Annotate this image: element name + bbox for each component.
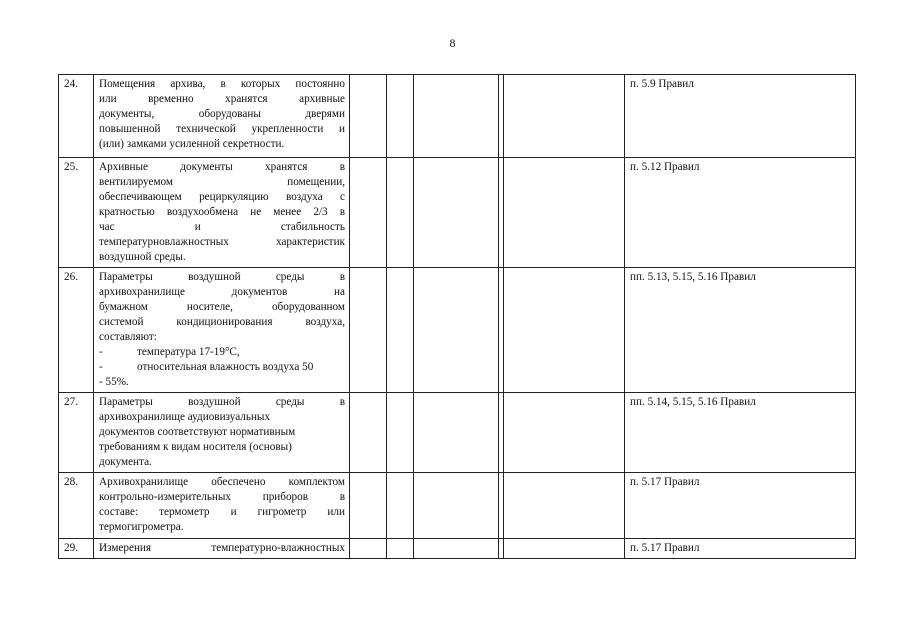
rule-reference: п. 5.17 Правил bbox=[625, 473, 856, 539]
requirement-text: Помещения архива, в которых постоянно или временно хранятся архивные документы, оборудованы дверями повышенной технической укрепленности и (или) замками усиленной секретности. bbox=[94, 75, 350, 158]
rule-reference: пп. 5.13, 5.15, 5.16 Правил bbox=[625, 268, 856, 393]
answer-cell[interactable] bbox=[504, 268, 625, 393]
answer-cell[interactable] bbox=[414, 539, 499, 559]
answer-cell[interactable] bbox=[387, 75, 414, 158]
list-dash: - bbox=[99, 361, 103, 373]
checklist-table bbox=[58, 74, 856, 559]
answer-cell[interactable] bbox=[350, 473, 387, 539]
answer-cell[interactable] bbox=[414, 393, 499, 473]
rule-reference: пп. 5.14, 5.15, 5.16 Правил bbox=[625, 393, 856, 473]
row-number: 28. bbox=[59, 473, 94, 539]
table-row bbox=[59, 539, 856, 559]
row-number: 27. bbox=[59, 393, 94, 473]
answer-cell[interactable] bbox=[350, 393, 387, 473]
row-number: 25. bbox=[59, 158, 94, 268]
answer-cell[interactable] bbox=[414, 473, 499, 539]
table-row bbox=[59, 75, 856, 158]
rule-reference: п. 5.12 Правил bbox=[625, 158, 856, 268]
answer-cell[interactable] bbox=[350, 539, 387, 559]
answer-cell[interactable] bbox=[350, 75, 387, 158]
requirement-text: Параметры воздушной среды в архивохранилище аудиовизуальных документов соответствуют нормативным требованиям к видам носителя (основы) документа. bbox=[94, 393, 350, 473]
requirement-text: Архивные документы хранятся в вентилируемом помещении, обеспечивающем рециркуляцию воздуха с кратностью воздухообмена не менее 2/3 в час и стабильность температурновлажностных характеристик воздушной среды. bbox=[94, 158, 350, 268]
answer-cell[interactable] bbox=[414, 268, 499, 393]
answer-cell[interactable] bbox=[387, 473, 414, 539]
row-number: 24. bbox=[59, 75, 94, 158]
answer-cell[interactable] bbox=[387, 268, 414, 393]
requirement-text: Архивохранилище обеспечено комплектом контрольно-измерительных приборов в составе: термометр и гигрометр или термогигрометра. bbox=[94, 473, 350, 539]
requirement-text: Измерения температурно-влажностных bbox=[94, 539, 350, 559]
table-row bbox=[59, 158, 856, 268]
table-row bbox=[59, 268, 856, 393]
rule-reference: п. 5.17 Правил bbox=[625, 539, 856, 559]
answer-cell[interactable] bbox=[414, 75, 499, 158]
page-number: 8 bbox=[449, 36, 456, 50]
requirement-text: Параметры воздушной среды в архивохранилище документов на бумажном носителе, оборудованном системой кондиционирования воздуха, составляют: - температура 17-19°C, - относительная влажность воздуха 50 - 55%. bbox=[94, 268, 350, 393]
list-dash: - bbox=[99, 346, 103, 358]
answer-cell[interactable] bbox=[504, 473, 625, 539]
row-number: 26. bbox=[59, 268, 94, 393]
answer-cell[interactable] bbox=[504, 75, 625, 158]
answer-cell[interactable] bbox=[387, 393, 414, 473]
answer-cell[interactable] bbox=[504, 393, 625, 473]
answer-cell[interactable] bbox=[350, 268, 387, 393]
row-number: 29. bbox=[59, 539, 94, 559]
table-row bbox=[59, 473, 856, 539]
answer-cell[interactable] bbox=[350, 158, 387, 268]
table-row bbox=[59, 393, 856, 473]
rule-reference: п. 5.9 Правил bbox=[625, 75, 856, 158]
answer-cell[interactable] bbox=[504, 539, 625, 559]
answer-cell[interactable] bbox=[387, 539, 414, 559]
answer-cell[interactable] bbox=[387, 158, 414, 268]
answer-cell[interactable] bbox=[414, 158, 499, 268]
answer-cell[interactable] bbox=[504, 158, 625, 268]
